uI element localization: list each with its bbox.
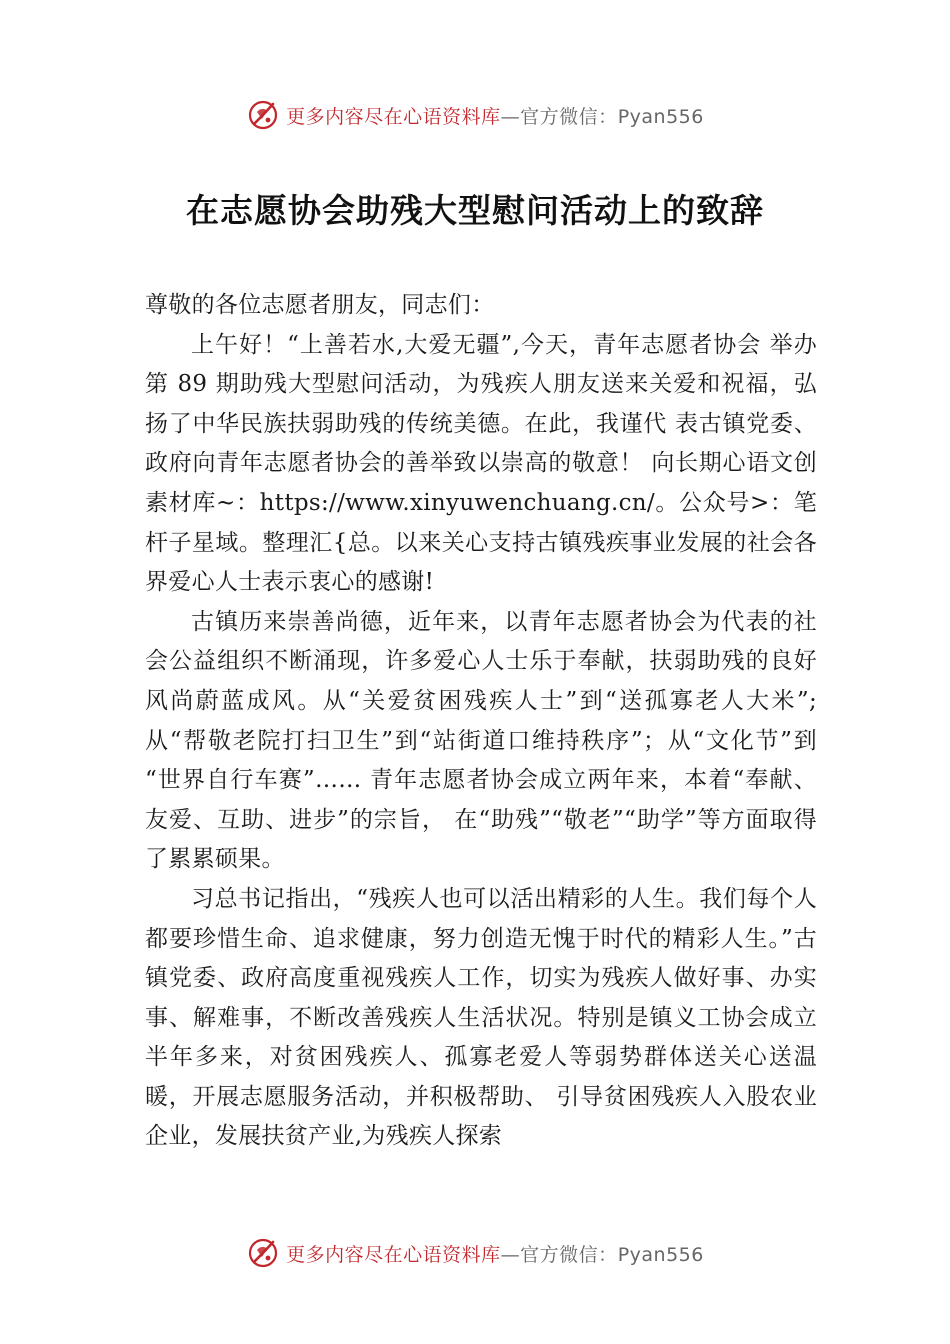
greeting-line: 尊敬的各位志愿者朋友，同志们： xyxy=(145,292,495,318)
watermark-handle: Pyan556 xyxy=(617,105,704,128)
pen-nib-logo-icon xyxy=(246,1236,280,1270)
watermark-separator: — xyxy=(500,105,521,128)
document-body xyxy=(145,286,817,1157)
document-title: 在志愿协会助残大型慰问活动上的致辞 xyxy=(186,191,764,230)
pen-nib-logo-icon xyxy=(246,98,280,132)
body-paragraph: 古镇历来崇善尚德，近年来，以青年志愿者协会为代表的社会公益组织不断涌现，许多爱心人士乐于奉献，扶弱助残的良好风尚蔚蓝成风。从“关爱贫困残疾人士”到“送孤寡老人大米”;从“帮敬老院打扫卫生”到“站街道口维持秩序”；从“文化节”到 “世界自行车赛”…… 青年志愿者协会成立两年来，本着“奉献、友爱、互助、进步”的宗旨， 在“助残”“敬老”“助学”等方面取得了累累硕果。 xyxy=(145,608,817,873)
watermark-separator: — xyxy=(500,1243,521,1266)
header-watermark xyxy=(0,95,950,135)
watermark-prefix: 更多内容尽在心语资料库 xyxy=(286,1243,501,1266)
watermark-handle: Pyan556 xyxy=(617,1243,704,1266)
body-paragraph: 习总书记指出，“残疾人也可以活出精彩的人生。我们每个人都要珍惜生命、追求健康，努力创造无愧于时代的精彩人生。”古镇党委、政府高度重视残疾人工作，切实为残疾人做好事、办实事、解难事，不断改善残疾人生活状况。特别是镇义工协会成立半年多来，对贫困残疾人、孤寡老爱人等弱势群体送关心送温暖，开展志愿服务活动，并积极帮助、 引导贫困残疾人入股农业企业，发展扶贫产业,为残疾人探索 xyxy=(145,885,817,1150)
watermark-label: 官方微信： xyxy=(520,105,618,128)
watermark-label: 官方微信： xyxy=(520,1243,618,1266)
footer-watermark xyxy=(0,1233,950,1273)
watermark-text xyxy=(286,1240,704,1267)
watermark-prefix: 更多内容尽在心语资料库 xyxy=(286,105,501,128)
watermark-text xyxy=(286,102,704,129)
body-paragraph: 上午好！“上善若水,大爱无疆”,今天，青年志愿者协会 举办第 89 期助残大型慰问活动，为残疾人朋友送来关爱和祝福，弘扬了中华民族扶弱助残的传统美德。在此，我谨代 表古镇党委、政府向青年志愿者协会的善举致以崇高的敬意！ 向长期心语文创素材库~：https://www.xinyuwenchuang.cn/。公众号>：笔杆子星域。整理汇{总。以来关心支持古镇残疾事业发展的社会各界爱心人士表示衷心的感谢! xyxy=(145,331,817,596)
